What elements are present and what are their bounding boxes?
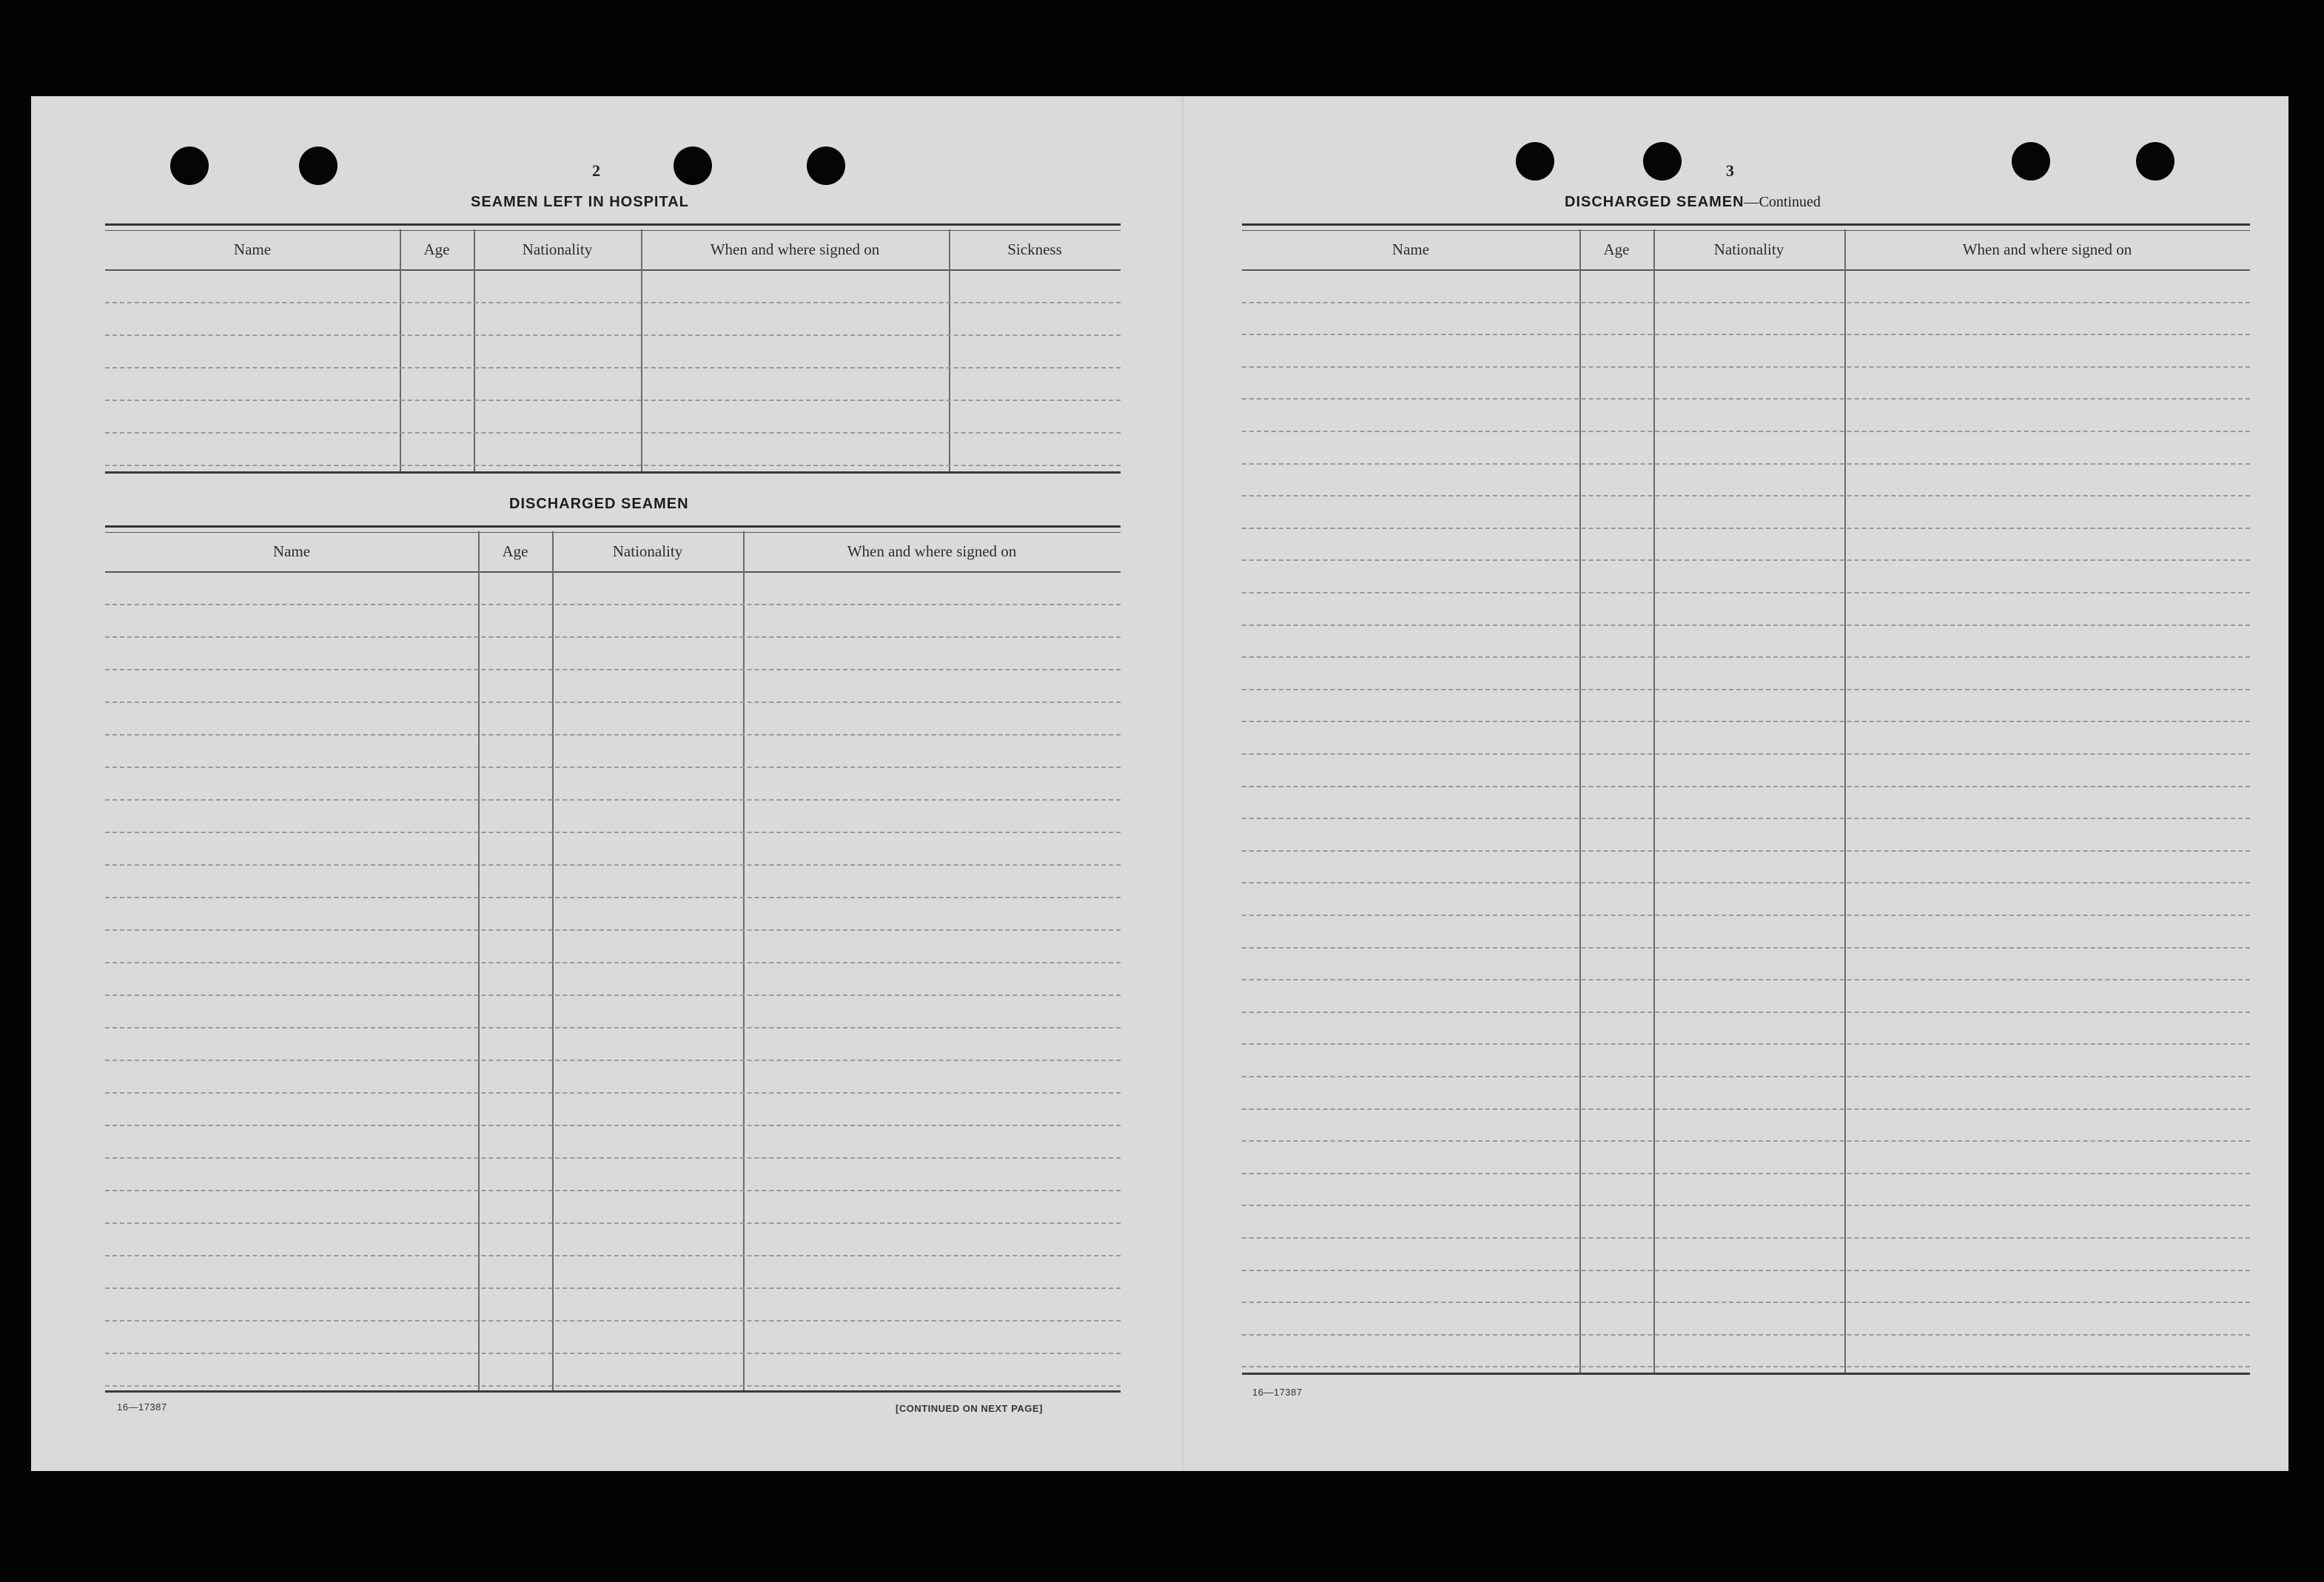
column-header: When and where signed on	[847, 542, 1017, 560]
discharged-section-title-left: DISCHARGED SEAMEN	[509, 496, 689, 512]
column-divider	[474, 229, 475, 474]
hospital-section-title: SEAMEN LEFT IN HOSPITAL	[471, 194, 689, 210]
table-row	[105, 1288, 1121, 1289]
column-header: When and where signed on	[710, 240, 880, 258]
discharged-table-left	[105, 525, 1121, 1393]
table-row	[105, 1385, 1121, 1387]
table-row	[1242, 592, 2250, 593]
table-row	[105, 897, 1121, 898]
table-row	[105, 1125, 1121, 1126]
punch-hole	[299, 147, 337, 185]
form-number-left: 16—17387	[117, 1401, 167, 1413]
table-row	[105, 799, 1121, 801]
table-row	[1242, 1076, 2250, 1077]
table-row	[1242, 463, 2250, 465]
column-divider	[949, 229, 950, 474]
table-row	[1242, 302, 2250, 303]
continued-note: [CONTINUED ON NEXT PAGE]	[896, 1403, 1043, 1414]
table-row	[1242, 625, 2250, 626]
table-row	[1242, 915, 2250, 916]
punch-hole	[1516, 142, 1554, 181]
table-row	[1242, 366, 2250, 368]
section-title-text: DISCHARGED SEAMEN	[1565, 194, 1744, 210]
hospital-table	[105, 223, 1121, 474]
table-row	[1242, 495, 2250, 497]
discharged-table-right	[1242, 223, 2250, 1375]
table-row	[105, 302, 1121, 303]
table-row	[105, 432, 1121, 434]
table-bottom-rule	[105, 1390, 1121, 1396]
form-number-right: 16—17387	[1252, 1387, 1303, 1398]
table-row	[105, 1353, 1121, 1354]
table-row	[1242, 1108, 2250, 1110]
table-bottom-rule	[105, 471, 1121, 477]
column-header: Nationality	[1713, 240, 1784, 258]
header-divider	[105, 269, 1121, 271]
table-row	[1242, 1237, 2250, 1239]
punch-hole	[170, 147, 209, 185]
column-header: Name	[233, 240, 272, 258]
table-row	[105, 1222, 1121, 1224]
table-row	[1242, 656, 2250, 658]
table-row	[1242, 947, 2250, 949]
header-divider	[105, 571, 1121, 573]
table-bottom-rule	[1242, 1373, 2250, 1378]
punch-hole	[2012, 142, 2050, 181]
table-row	[105, 465, 1121, 466]
column-header: Age	[1603, 240, 1630, 258]
table-row	[1242, 1205, 2250, 1206]
column-divider	[1579, 229, 1581, 1375]
table-row	[1242, 1140, 2250, 1142]
header-divider	[1242, 269, 2250, 271]
column-divider	[400, 229, 401, 474]
table-row	[105, 1255, 1121, 1256]
table-row	[105, 767, 1121, 768]
table-row	[1242, 721, 2250, 722]
table-row	[1242, 818, 2250, 819]
table-row	[105, 367, 1121, 368]
column-divider	[1844, 229, 1846, 1375]
table-row	[1242, 850, 2250, 852]
table-row	[1242, 334, 2250, 335]
column-header: Age	[502, 542, 528, 560]
table-row	[105, 334, 1121, 336]
column-header: Name	[272, 542, 311, 560]
column-divider	[1653, 229, 1655, 1375]
ledger-sheet	[31, 96, 2288, 1471]
table-row	[1242, 1302, 2250, 1303]
table-row	[1242, 1043, 2250, 1045]
table-row	[1242, 753, 2250, 755]
table-row	[105, 962, 1121, 963]
table-row	[1242, 1366, 2250, 1367]
table-row	[105, 1092, 1121, 1094]
table-row	[1242, 689, 2250, 690]
table-row	[1242, 1270, 2250, 1271]
table-row	[105, 701, 1121, 703]
table-row	[1242, 559, 2250, 561]
table-row	[1242, 1012, 2250, 1013]
table-row	[1242, 398, 2250, 400]
column-divider	[641, 229, 642, 474]
table-row	[105, 636, 1121, 638]
table-row	[105, 604, 1121, 605]
table-row	[1242, 882, 2250, 883]
table-row	[1242, 431, 2250, 432]
table-row	[1242, 786, 2250, 787]
column-header: Sickness	[1007, 240, 1062, 258]
punch-hole	[674, 147, 712, 185]
table-row	[105, 734, 1121, 736]
column-header: Nationality	[612, 542, 683, 560]
page-number-left: 2	[592, 161, 600, 180]
punch-hole	[1643, 142, 1682, 181]
table-row	[105, 929, 1121, 931]
punch-hole	[807, 147, 845, 185]
column-header: When and where signed on	[1962, 240, 2132, 258]
table-row	[105, 1060, 1121, 1061]
section-title-suffix: —Continued	[1744, 194, 1821, 210]
table-row	[105, 669, 1121, 670]
table-row	[105, 1027, 1121, 1029]
punch-hole	[2136, 142, 2174, 181]
column-header: Nationality	[522, 240, 593, 258]
table-row	[1242, 1334, 2250, 1336]
table-row	[105, 1190, 1121, 1191]
table-row	[105, 1157, 1121, 1159]
table-row	[105, 1320, 1121, 1322]
discharged-section-title-right	[1565, 194, 1821, 211]
table-row	[105, 994, 1121, 996]
column-header: Age	[423, 240, 450, 258]
table-row	[1242, 1173, 2250, 1174]
table-row	[105, 832, 1121, 833]
page-number-right: 3	[1726, 161, 1734, 180]
table-row	[105, 864, 1121, 866]
table-row	[1242, 528, 2250, 529]
column-header: Name	[1391, 240, 1430, 258]
table-row	[1242, 979, 2250, 980]
table-row	[105, 400, 1121, 401]
